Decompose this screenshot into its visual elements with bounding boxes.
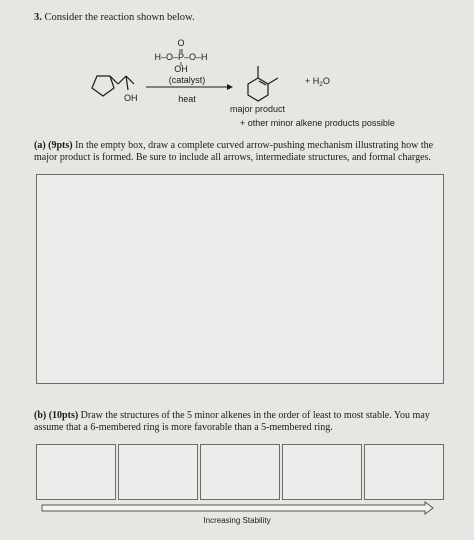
reactant-oh-label: OH <box>124 93 138 103</box>
condition-label: heat <box>178 94 196 104</box>
stability-label: Increasing Stability <box>203 516 271 525</box>
catalyst-formula: H–O–P–O–H <box>154 52 208 62</box>
alkene-box-2[interactable] <box>118 444 198 500</box>
catalyst-label: (catalyst) <box>168 75 206 85</box>
part-b-instructions <box>34 410 454 433</box>
alkene-box-5[interactable] <box>364 444 444 500</box>
reaction-scheme <box>0 0 474 135</box>
alkene-box-4[interactable] <box>282 444 362 500</box>
question-prompt: Consider the reaction shown below. <box>44 12 195 23</box>
byproduct-water: + $H_2O$ <box>305 76 330 88</box>
minor-products-label: + other minor alkene products possible <box>240 118 395 128</box>
part-a-text: In the empty box, draw a complete curved arrow-pushing mechanism illustrating how the major product is formed. Be sure to include all arrows, intermediate structures, and formal charges. <box>34 140 434 163</box>
part-a-label: (a) (9pts) <box>34 140 73 151</box>
mechanism-answer-box[interactable] <box>36 174 444 384</box>
major-product-label: major product <box>230 104 286 114</box>
catalyst-oh: OH <box>174 64 188 74</box>
part-b-label: (b) (10pts) <box>34 410 79 421</box>
alkene-boxes-row <box>36 444 444 500</box>
alkene-box-3[interactable] <box>200 444 280 500</box>
alkene-box-1[interactable] <box>36 444 116 500</box>
catalyst-oxygen: O <box>177 38 185 48</box>
part-a-instructions <box>34 140 454 163</box>
major-product-structure <box>248 66 278 101</box>
part-b-text: Draw the structures of the 5 minor alkenes in the order of least to most stable. You may assume that a 6-membered ring is more favorable than a 5-membered ring. <box>34 410 430 433</box>
question-number: 3. <box>34 12 42 23</box>
reaction-arrowhead <box>227 84 233 90</box>
stability-arrow <box>0 500 474 516</box>
